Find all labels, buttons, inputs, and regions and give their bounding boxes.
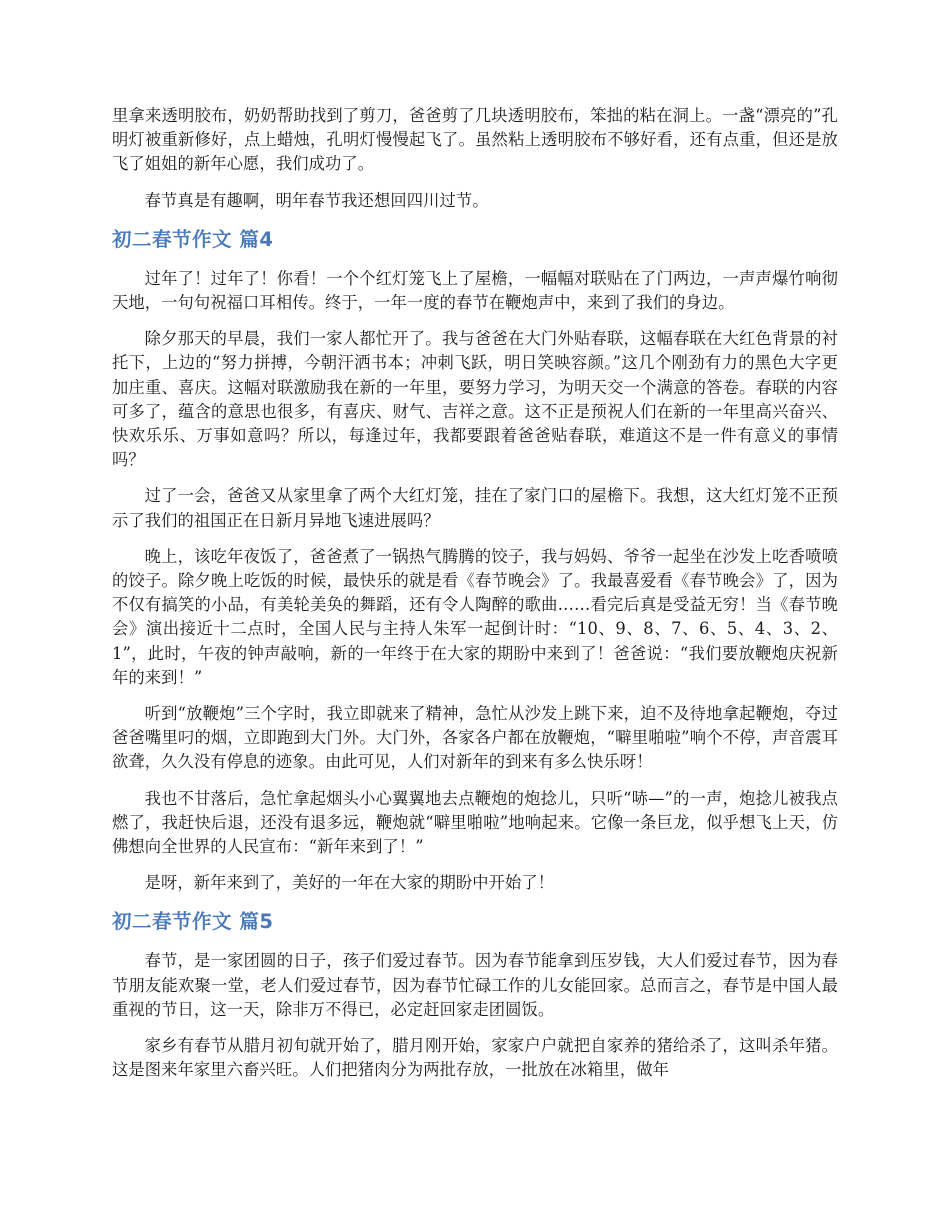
section-heading-title: 初二春节作文: [112, 910, 233, 934]
paragraph: 家乡有春节从腊月初旬就开始了，腊月刚开始，家家户户就把自家养的猪给杀了，这叫杀年猪。这是图来年家里六畜兴旺。人们把猪肉分为两批存放，一批放在冰箱里，做年: [112, 1036, 838, 1080]
section-heading-title: 初二春节作文: [112, 227, 233, 251]
paragraph: 春节，是一家团圆的日子，孩子们爱过春节。因为春节能拿到压岁钱，大人们爱过春节，因为春节朋友能欢聚一堂，老人们爱过春节，因为春节忙碌工作的儿女能回家。总而言之，春节是中国人最重视的节日，这一天，除非万不得已，必定赶回家走团圆饭。: [112, 951, 838, 1019]
section-heading-number: 5: [259, 910, 274, 934]
section-heading-label: 篇: [239, 910, 260, 934]
paragraph: 过年了！过年了！你看！一个个红灯笼飞上了屋檐，一幅幅对联贴在了门两边，一声声爆竹响彻天地，一句句祝福口耳相传。终于，一年一度的春节在鞭炮声中，来到了我们的身边。: [112, 268, 838, 313]
paragraph: 里拿来透明胶布，奶奶帮助找到了剪刀，爸爸剪了几块透明胶布，笨拙的粘在洞上。一盏“漂亮的”孔明灯被重新修好，点上蜡烛，孔明灯慢慢起飞了。虽然粘上透明胶布不够好看，还有点重，但还是放飞了姐姐的新年心愿，我们成功了。: [112, 106, 838, 174]
paragraph: 晚上，该吃年夜饭了，爸爸煮了一锅热气腾腾的饺子，我与妈妈、爷爷一起坐在沙发上吃香喷喷的饺子。除夕晚上吃饭的时候，最快乐的就是看《春节晚会》了。我最喜爱看《春节晚会》了，因为不仅有搞笑的小品，有美轮美奂的舞蹈，还有令人陶醉的歌曲……看完后真是受益无穷！当《春节晚会》演出接近十二点时，全国人民与主持人朱军一起倒计时：“10、9、8、7、6、5、4、3、2、1”，此时，午夜的钟声敲响，新的一年终于在大家的期盼中来到了！爸爸说：“我们要放鞭炮庆祝新年的来到！”: [112, 546, 838, 687]
section-heading-label: 篇: [239, 227, 260, 251]
document-page: [112, 104, 838, 1095]
paragraph: 过了一会，爸爸又从家里拿了两个大红灯笼，挂在了家门口的屋檐下。我想，这大红灯笼不正预示了我们的祖国正在日新月异地飞速进展吗？: [112, 486, 838, 530]
paragraph: 除夕那天的早晨，我们一家人都忙开了。我与爸爸在大门外贴春联，这幅春联在大红色背景的衬托下，上边的“努力拼搏，今朝汗洒书本；冲刺飞跃，明日笑映容颜。”这几个刚劲有力的黑色大字更加庄重、喜庆。这幅对联激励我在新的一年里，要努力学习，为明天交一个满意的答卷。春联的内容可多了，蕴含的意思也很多，有喜庆、财气、吉祥之意。这不正是预祝人们在新的一年里高兴奋兴、快欢乐乐、万事如意吗？所以，每逢过年，我都要跟着爸爸贴春联，难道这不是一件有意义的事情吗？: [112, 329, 838, 470]
paragraph: 我也不甘落后，急忙拿起烟头小心翼翼地去点鞭炮的炮捻儿，只听“哧—”的一声，炮捻儿被我点燃了，我赶快后退，还没有退多远，鞭炮就“噼里啪啦”地响起来。它像一条巨龙，似乎想飞上天，仿佛想向全世界的人民宣布：“新年来到了！”: [112, 788, 838, 857]
paragraph: 春节真是有趣啊，明年春节我还想回四川过节。: [144, 190, 489, 210]
paragraph: 是呀，新年来到了，美好的一年在大家的期盼中开始了！: [144, 873, 555, 893]
paragraph: 听到“放鞭炮”三个字时，我立即就来了精神，急忙从沙发上跳下来，迫不及待地拿起鞭炮，夺过爸爸嘴里叼的烟，立即跑到大门外。大门外，各家各户都在放鞭炮，“噼里啪啦”响个不停，声音震耳欲聋，久久没有停息的迹象。由此可见，人们对新年的到来有多么快乐呀！: [112, 704, 838, 772]
section-heading-number: 4: [259, 227, 274, 251]
section-heading: [112, 227, 838, 253]
section-heading: [112, 909, 838, 935]
